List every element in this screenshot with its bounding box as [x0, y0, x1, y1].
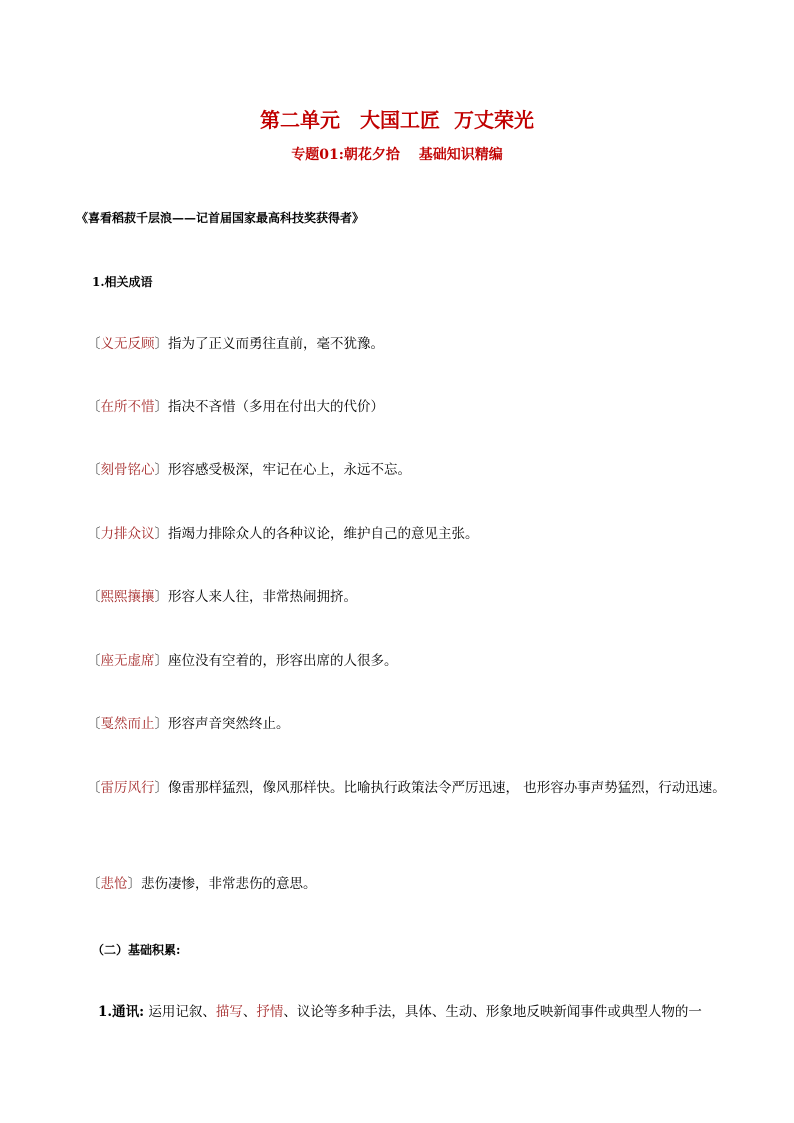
bracket-open: 〔 — [87, 526, 101, 542]
tongxun-paragraph — [98, 998, 728, 1026]
tongxun-label: 1.通讯: — [98, 1004, 145, 1020]
bracket-close: 〕 — [154, 336, 168, 352]
bracket-open: 〔 — [87, 716, 101, 732]
idiom-term: 座无虚席 — [100, 653, 155, 669]
bracket-open: 〔 — [87, 589, 101, 605]
bracket-open: 〔 — [87, 336, 101, 352]
bracket-close: 〕 — [154, 589, 168, 605]
section-heading-idioms: 1.相关成语 — [92, 275, 153, 289]
idiom-term: 刻骨铭心 — [100, 462, 155, 478]
idiom-entry — [87, 710, 727, 738]
tongxun-highlight-2: 抒情 — [256, 1004, 284, 1020]
bracket-close: 〕 — [127, 876, 141, 892]
idiom-term: 熙熙攘攘 — [100, 589, 155, 605]
bracket-open: 〔 — [87, 876, 101, 892]
idiom-entry — [87, 774, 727, 802]
bracket-close: 〕 — [154, 780, 168, 796]
idiom-term: 在所不惜 — [100, 399, 155, 415]
bracket-close: 〕 — [154, 399, 168, 415]
idiom-entry — [87, 456, 727, 484]
idiom-term: 悲怆 — [100, 876, 128, 892]
tongxun-text-2: 、议论等多种手法，具体、生动、形象地反映新闻事件或典型人物的一 — [283, 1004, 702, 1020]
article-title: 《喜看稻菽千层浪——记首届国家最高科技奖获得者》 — [76, 211, 365, 225]
bracket-close: 〕 — [154, 653, 168, 669]
tongxun-highlight-1: 描写 — [215, 1004, 243, 1020]
idiom-definition: 指为了正义而勇往直前，毫不犹豫。 — [168, 336, 384, 352]
idiom-definition: 指竭力排除众人的各种议论，维护自己的意见主张。 — [168, 526, 479, 542]
idiom-term: 戛然而止 — [100, 716, 155, 732]
idiom-definition: 像雷那样猛烈，像风那样快。比喻执行政策法令严厉迅速， 也形容办事声势猛烈，行动迅速。 — [168, 780, 726, 796]
bracket-close: 〕 — [154, 716, 168, 732]
idiom-entry — [87, 870, 727, 898]
idiom-definition: 座位没有空着的，形容出席的人很多。 — [168, 653, 398, 669]
tongxun-sep: 、 — [242, 1004, 257, 1020]
bracket-open: 〔 — [87, 399, 101, 415]
idiom-definition: 悲伤凄惨，非常悲伤的意思。 — [141, 876, 317, 892]
idiom-entry — [87, 330, 727, 358]
tongxun-text-1: 运用记叙、 — [144, 1004, 216, 1020]
bracket-close: 〕 — [154, 462, 168, 478]
bracket-open: 〔 — [87, 653, 101, 669]
idiom-entry — [87, 583, 727, 611]
section-heading-basics: （二）基础积累: — [92, 943, 181, 957]
bracket-open: 〔 — [87, 462, 101, 478]
idiom-term: 雷厉风行 — [100, 780, 155, 796]
idiom-term: 力排众议 — [100, 526, 155, 542]
idiom-definition: 指决不吝惜（多用在付出大的代价） — [168, 399, 384, 415]
idiom-entry — [87, 520, 727, 548]
page-subtitle: 专题01:朝花夕拾 基础知识精编 — [291, 147, 503, 163]
idiom-definition: 形容感受极深，牢记在心上，永远不忘。 — [168, 462, 411, 478]
bracket-open: 〔 — [87, 780, 101, 796]
idiom-term: 义无反顾 — [100, 336, 155, 352]
page-title: 第二单元 大国工匠 万丈荣光 — [260, 108, 534, 132]
idiom-entry — [87, 393, 727, 421]
idiom-entry — [87, 647, 727, 675]
bracket-close: 〕 — [154, 526, 168, 542]
idiom-definition: 形容声音突然终止。 — [168, 716, 290, 732]
idiom-definition: 形容人来人往，非常热闹拥挤。 — [168, 589, 357, 605]
